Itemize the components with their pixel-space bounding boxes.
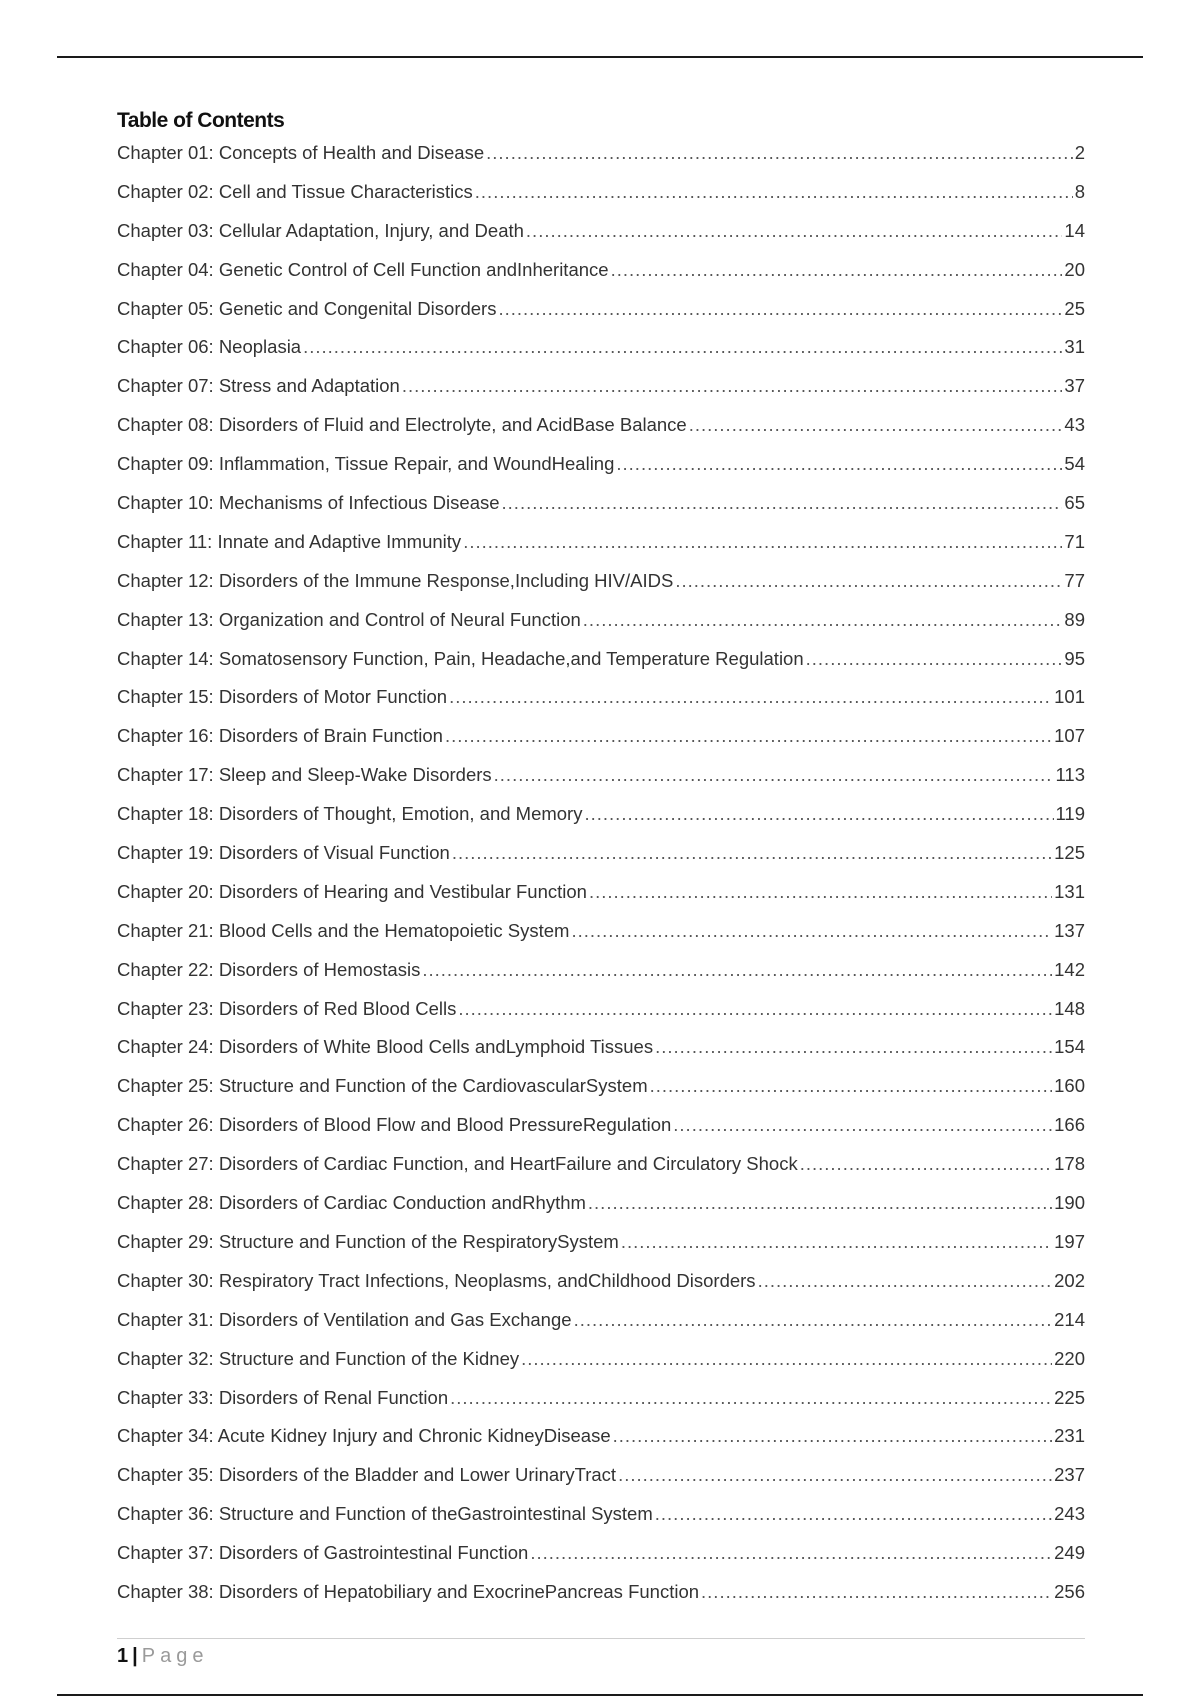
toc-entry-label: Chapter 12: Disorders of the Immune Response,Including HIV/AIDS	[117, 569, 674, 591]
toc-entry-label: Chapter 22: Disorders of Hemostasis	[117, 958, 421, 980]
toc-entry-page: 142	[1054, 958, 1085, 980]
toc-entry-label: Chapter 13: Organization and Control of Neural Function	[117, 608, 581, 630]
toc-dot-leader	[800, 1145, 1052, 1184]
bottom-rule	[57, 1694, 1143, 1696]
toc-entry-page: 243	[1054, 1503, 1085, 1525]
toc-dot-leader	[498, 290, 1062, 329]
toc-entry-label: Chapter 03: Cellular Adaptation, Injury, and Death	[117, 219, 524, 241]
toc-entry[interactable]	[117, 1301, 1085, 1340]
page-footer	[117, 1645, 208, 1668]
toc-entry[interactable]	[117, 990, 1085, 1029]
toc-entry[interactable]	[117, 1534, 1085, 1573]
toc-entry[interactable]	[117, 1223, 1085, 1262]
toc-entry-page: 202	[1054, 1269, 1085, 1291]
toc-title: Table of Contents	[117, 109, 285, 132]
toc-entry[interactable]	[117, 1145, 1085, 1184]
toc-entry[interactable]	[117, 367, 1085, 406]
toc-entry[interactable]	[117, 328, 1085, 367]
toc-dot-leader	[574, 1301, 1053, 1340]
toc-entry-label: Chapter 19: Disorders of Visual Function	[117, 842, 450, 864]
toc-dot-leader	[452, 834, 1052, 873]
toc-entry[interactable]	[117, 173, 1085, 212]
toc-entry-label: Chapter 23: Disorders of Red Blood Cells	[117, 997, 457, 1019]
toc-entry[interactable]	[117, 1184, 1085, 1223]
toc-entry-label: Chapter 28: Disorders of Cardiac Conduction andRhythm	[117, 1192, 586, 1214]
toc-entry[interactable]	[117, 1067, 1085, 1106]
toc-entry-label: Chapter 32: Structure and Function of the Kidney	[117, 1347, 520, 1369]
toc-entry-page: 178	[1054, 1153, 1085, 1175]
toc-entry-page: 154	[1054, 1036, 1085, 1058]
toc-entry-label: Chapter 14: Somatosensory Function, Pain, Headache,and Temperature Regulation	[117, 647, 804, 669]
toc-dot-leader	[458, 990, 1052, 1029]
toc-dot-leader	[618, 1456, 1052, 1495]
toc-entry[interactable]	[117, 678, 1085, 717]
toc-dot-leader	[655, 1495, 1052, 1534]
footer-separator: |	[132, 1645, 138, 1667]
footer-rule	[117, 1638, 1085, 1639]
toc-entry[interactable]	[117, 1495, 1085, 1534]
toc-entry[interactable]	[117, 1456, 1085, 1495]
toc-entry-page: 25	[1064, 297, 1085, 319]
toc-entry[interactable]	[117, 873, 1085, 912]
toc-entry-label: Chapter 02: Cell and Tissue Characteristics	[117, 180, 473, 202]
toc-entry-page: 89	[1064, 608, 1085, 630]
toc-entry-page: 148	[1054, 997, 1085, 1019]
toc-dot-leader	[655, 1028, 1052, 1067]
toc-entry[interactable]	[117, 756, 1085, 795]
toc-entry-page: 95	[1064, 647, 1085, 669]
toc-entry-page: 225	[1054, 1386, 1085, 1408]
toc-entry-page: 77	[1064, 569, 1085, 591]
toc-entry-page: 197	[1054, 1230, 1085, 1252]
toc-entry[interactable]	[117, 523, 1085, 562]
toc-entry-label: Chapter 21: Blood Cells and the Hematopoietic System	[117, 919, 570, 941]
toc-entry-page: 31	[1064, 336, 1085, 358]
toc-dot-leader	[526, 212, 1063, 251]
toc-entry[interactable]	[117, 1106, 1085, 1145]
toc-dot-leader	[689, 406, 1063, 445]
toc-entry-label: Chapter 16: Disorders of Brain Function	[117, 725, 443, 747]
toc-entry-page: 65	[1064, 492, 1085, 514]
toc-entry-page: 14	[1064, 219, 1085, 241]
toc-entry-label: Chapter 34: Acute Kidney Injury and Chronic KidneyDisease	[117, 1425, 611, 1447]
toc-entry-page: 160	[1054, 1075, 1085, 1097]
toc-dot-leader	[450, 1379, 1052, 1418]
toc-dot-leader	[494, 756, 1054, 795]
toc-entry[interactable]	[117, 834, 1085, 873]
toc-entry-label: Chapter 08: Disorders of Fluid and Electrolyte, and AcidBase Balance	[117, 414, 687, 436]
toc-entry-label: Chapter 09: Inflammation, Tissue Repair, and WoundHealing	[117, 453, 615, 475]
toc-entry-label: Chapter 05: Genetic and Congenital Disorders	[117, 297, 497, 319]
toc-entry-label: Chapter 26: Disorders of Blood Flow and Blood PressureRegulation	[117, 1114, 672, 1136]
header-rule	[57, 56, 1143, 58]
toc-entry-page: 190	[1054, 1192, 1085, 1214]
toc-entry-label: Chapter 07: Stress and Adaptation	[117, 375, 400, 397]
footer-page-number: 1	[117, 1645, 129, 1667]
toc-dot-leader	[571, 912, 1052, 951]
toc-entry-label: Chapter 38: Disorders of Hepatobiliary and ExocrinePancreas Function	[117, 1580, 700, 1602]
toc-entry[interactable]	[117, 717, 1085, 756]
toc-dot-leader	[502, 484, 1063, 523]
toc-entry[interactable]	[117, 601, 1085, 640]
toc-dot-leader	[621, 1223, 1052, 1262]
toc-entry-label: Chapter 04: Genetic Control of Cell Function andInheritance	[117, 258, 609, 280]
toc-entry-page: 101	[1054, 686, 1085, 708]
toc-dot-leader	[422, 951, 1052, 990]
toc-entry[interactable]	[117, 484, 1085, 523]
toc-entry-page: 20	[1064, 258, 1085, 280]
toc-dot-leader	[475, 173, 1073, 212]
toc-entry[interactable]	[117, 134, 1085, 173]
toc-entry-page: 54	[1064, 453, 1085, 475]
toc-dot-leader	[589, 873, 1052, 912]
toc-dot-leader	[463, 523, 1062, 562]
toc-entry-label: Chapter 30: Respiratory Tract Infections, Neoplasms, andChildhood Disorders	[117, 1269, 756, 1291]
toc-dot-leader	[521, 1340, 1052, 1379]
toc-dot-leader	[588, 1184, 1052, 1223]
toc-entry-page: 249	[1054, 1542, 1085, 1564]
toc-entry-page: 256	[1054, 1580, 1085, 1602]
toc-entry-page: 107	[1054, 725, 1085, 747]
toc-dot-leader	[673, 1106, 1052, 1145]
toc-entry-page: 8	[1074, 180, 1085, 202]
toc-entry-page: 125	[1054, 842, 1085, 864]
toc-entry-page: 137	[1054, 919, 1085, 941]
toc-entry[interactable]	[117, 640, 1085, 679]
toc-dot-leader	[486, 134, 1073, 173]
toc-entry-label: Chapter 24: Disorders of White Blood Cells andLymphoid Tissues	[117, 1036, 654, 1058]
toc-entry[interactable]	[117, 445, 1085, 484]
toc-entry-page: 166	[1054, 1114, 1085, 1136]
toc-entry-label: Chapter 10: Mechanisms of Infectious Disease	[117, 492, 500, 514]
toc-entry-page: 119	[1055, 803, 1085, 825]
toc-entry-label: Chapter 25: Structure and Function of the CardiovascularSystem	[117, 1075, 648, 1097]
toc-entry-label: Chapter 17: Sleep and Sleep-Wake Disorders	[117, 764, 492, 786]
toc-dot-leader	[613, 1417, 1053, 1456]
toc-entry-label: Chapter 36: Structure and Function of theGastrointestinal System	[117, 1503, 653, 1525]
toc-dot-leader	[445, 717, 1052, 756]
toc-entry[interactable]	[117, 406, 1085, 445]
toc-entry-page: 131	[1054, 880, 1085, 902]
toc-entry[interactable]	[117, 251, 1085, 290]
toc-entry-label: Chapter 31: Disorders of Ventilation and Gas Exchange	[117, 1308, 572, 1330]
toc-entry-label: Chapter 37: Disorders of Gastrointestinal Function	[117, 1542, 529, 1564]
toc-entry[interactable]	[117, 212, 1085, 251]
toc-entry-page: 37	[1064, 375, 1085, 397]
toc-entry[interactable]	[117, 1573, 1085, 1612]
toc-entry-label: Chapter 33: Disorders of Renal Function	[117, 1386, 449, 1408]
toc-entry[interactable]	[117, 562, 1085, 601]
toc-entry[interactable]	[117, 1028, 1085, 1067]
toc-entry-page: 71	[1064, 530, 1085, 552]
toc-entry-label: Chapter 20: Disorders of Hearing and Vestibular Function	[117, 880, 587, 902]
toc-entry-page: 43	[1064, 414, 1085, 436]
toc-dot-leader	[530, 1534, 1052, 1573]
toc-entry[interactable]	[117, 1379, 1085, 1418]
toc-entry[interactable]	[117, 912, 1085, 951]
toc-dot-leader	[449, 678, 1052, 717]
toc-dot-leader	[701, 1573, 1052, 1612]
toc-entry[interactable]	[117, 290, 1085, 329]
toc-entry[interactable]	[117, 1417, 1085, 1456]
toc-dot-leader	[806, 640, 1063, 679]
toc-entry-label: Chapter 15: Disorders of Motor Function	[117, 686, 448, 708]
toc-entry-label: Chapter 29: Structure and Function of the RespiratorySystem	[117, 1230, 619, 1252]
toc-entry-page: 220	[1054, 1347, 1085, 1369]
toc-entry-label: Chapter 06: Neoplasia	[117, 336, 302, 358]
toc-entry-label: Chapter 35: Disorders of the Bladder and Lower UrinaryTract	[117, 1464, 617, 1486]
footer-page-label: Page	[141, 1645, 209, 1667]
toc-entry-page: 231	[1054, 1425, 1085, 1447]
toc-dot-leader	[303, 328, 1062, 367]
toc-dot-leader	[584, 795, 1053, 834]
toc-entry-label: Chapter 27: Disorders of Cardiac Function, and HeartFailure and Circulatory Shock	[117, 1153, 798, 1175]
toc-entry[interactable]	[117, 1262, 1085, 1301]
toc-dot-leader	[583, 601, 1063, 640]
toc-entry-page: 2	[1074, 142, 1085, 163]
toc-entry-label: Chapter 01: Concepts of Health and Disease	[117, 142, 485, 163]
toc-dot-leader	[616, 445, 1062, 484]
toc-entry-page: 237	[1054, 1464, 1085, 1486]
toc-dot-leader	[650, 1067, 1053, 1106]
toc-entry-page: 113	[1055, 764, 1085, 786]
toc-dot-leader	[758, 1262, 1053, 1301]
toc-entry[interactable]	[117, 951, 1085, 990]
toc-dot-leader	[611, 251, 1063, 290]
toc-entry[interactable]	[117, 795, 1085, 834]
toc-entry-label: Chapter 11: Innate and Adaptive Immunity	[117, 530, 462, 552]
toc-list	[117, 134, 1085, 1612]
toc-dot-leader	[675, 562, 1062, 601]
toc-entry-label: Chapter 18: Disorders of Thought, Emotion, and Memory	[117, 803, 583, 825]
toc-dot-leader	[402, 367, 1063, 406]
toc-entry[interactable]	[117, 1340, 1085, 1379]
toc-entry-page: 214	[1054, 1308, 1085, 1330]
